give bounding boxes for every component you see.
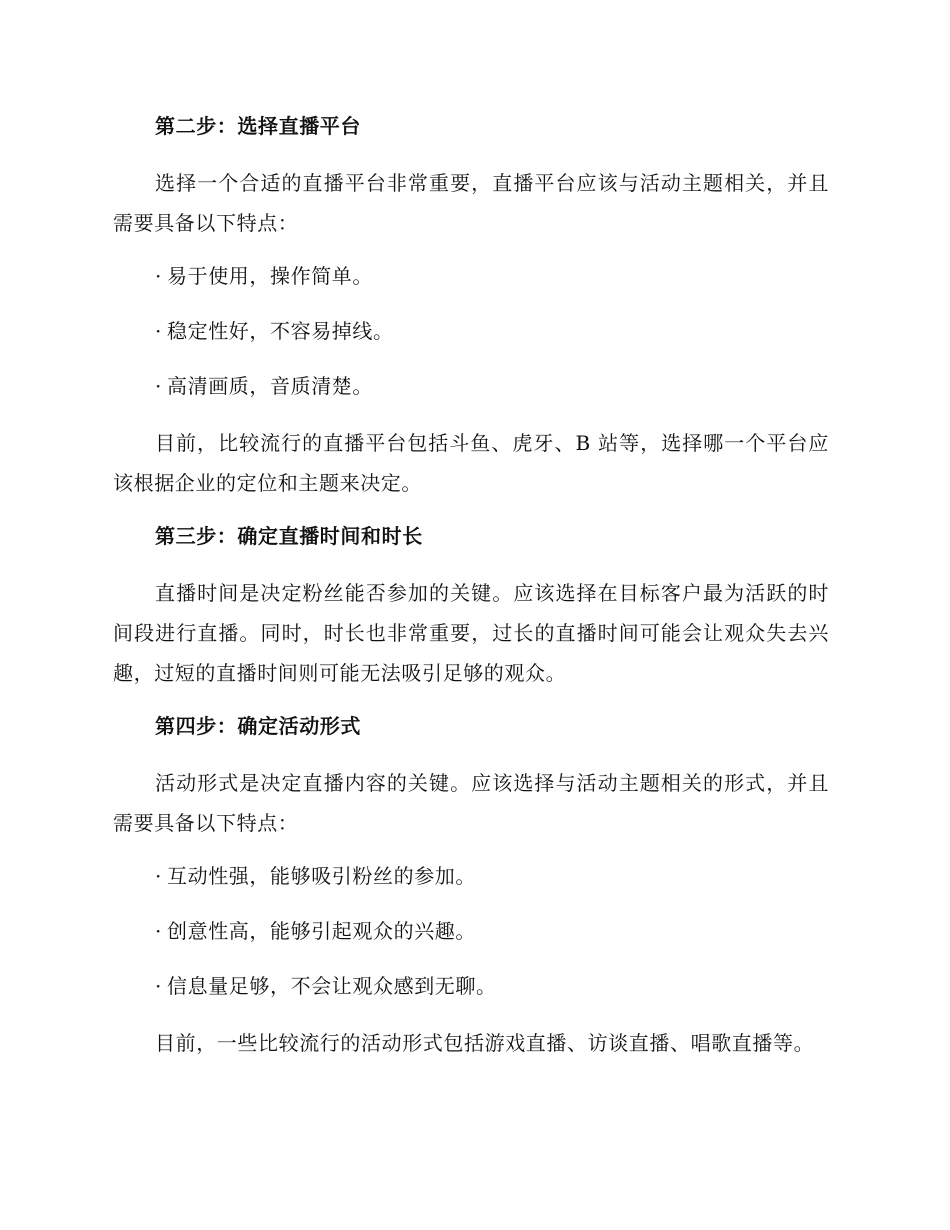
list-item-text: 信息量足够，不会让观众感到无聊。 bbox=[167, 974, 497, 998]
document-page bbox=[113, 108, 829, 1078]
section-heading: 第二步：选择直播平台 bbox=[155, 114, 361, 138]
list-item-text: 创意性高，能够引起观众的兴趣。 bbox=[167, 919, 476, 943]
list-item bbox=[113, 313, 829, 349]
bullet-icon: · bbox=[155, 864, 162, 888]
list-item bbox=[113, 913, 829, 949]
bullet-icon: · bbox=[155, 974, 162, 998]
list-item-text: 高清画质，音质清楚。 bbox=[167, 374, 373, 398]
bullet-icon: · bbox=[155, 374, 162, 398]
bullet-icon: · bbox=[155, 264, 162, 288]
list-item bbox=[113, 258, 829, 294]
list-item bbox=[113, 968, 829, 1004]
bullet-icon: · bbox=[155, 319, 162, 343]
section-heading: 第三步：确定直播时间和时长 bbox=[155, 524, 423, 548]
section-paragraph: 选择一个合适的直播平台非常重要，直播平台应该与活动主题相关，并且需要具备以下特点： bbox=[113, 171, 829, 235]
bullet-icon: · bbox=[155, 919, 162, 943]
section-heading: 第四步：确定活动形式 bbox=[155, 714, 361, 738]
list-item-text: 稳定性好，不容易掉线。 bbox=[167, 319, 394, 343]
list-item-text: 互动性强，能够吸引粉丝的参加。 bbox=[167, 864, 476, 888]
list-item bbox=[113, 858, 829, 894]
list-item-text: 易于使用，操作简单。 bbox=[167, 264, 373, 288]
section-paragraph: 目前，一些比较流行的活动形式包括游戏直播、访谈直播、唱歌直播等。 bbox=[155, 1031, 815, 1055]
section-paragraph: 活动形式是决定直播内容的关键。应该选择与活动主题相关的形式，并且需要具备以下特点： bbox=[113, 771, 829, 835]
section-paragraph: 目前，比较流行的直播平台包括斗鱼、虎牙、B 站等，选择哪一个平台应该根据企业的定位和主题来决定。 bbox=[113, 431, 829, 495]
list-item bbox=[113, 368, 829, 404]
section-paragraph: 直播时间是决定粉丝能否参加的关键。应该选择在目标客户最为活跃的时间段进行直播。同时，时长也非常重要，过长的直播时间可能会让观众失去兴趣，过短的直播时间则可能无法吸引足够的观众。 bbox=[113, 581, 829, 685]
